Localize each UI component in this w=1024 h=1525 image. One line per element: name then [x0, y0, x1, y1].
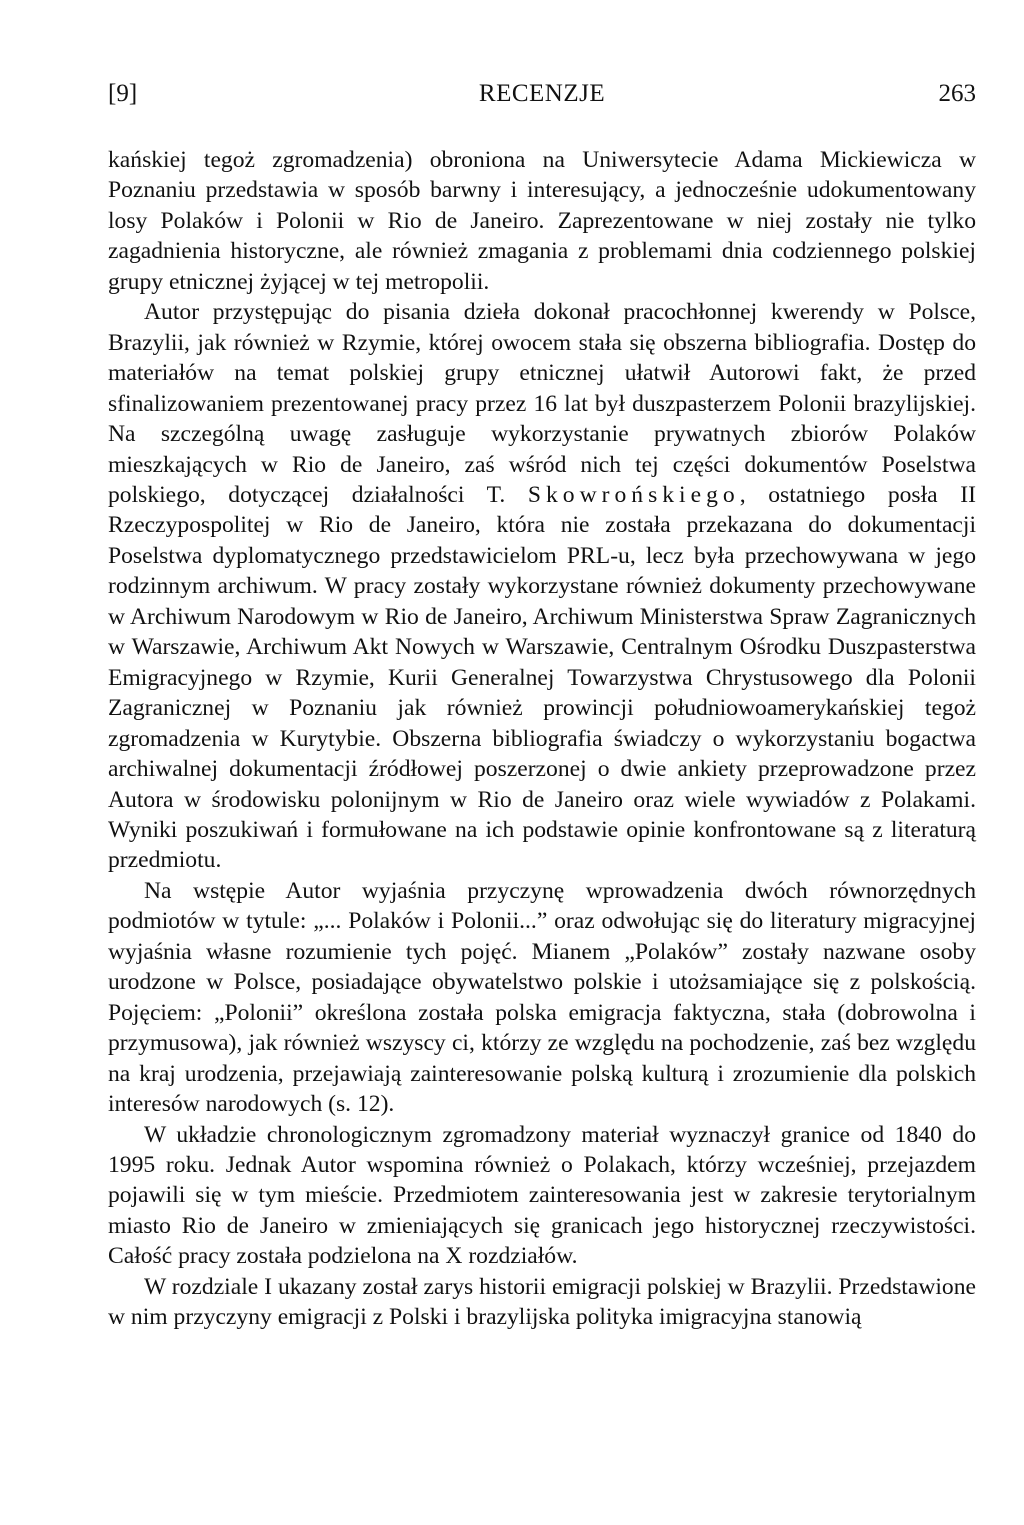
- running-title: RECENZJE: [478, 80, 606, 107]
- paragraph-5: W rozdziale I ukazany został zarys historii emigracji polskiej w Brazylii. Przedstawione w nim przyczyny emigracji z Polski i brazylijska polityka imigracyjna stanowią: [108, 1273, 976, 1331]
- paragraph-4: W układzie chronologicznym zgromadzony materiał wyznaczył granice od 1840 do 1995 roku. Jednak Autor wspomina również o Polakach, którzy wcześniej, przejazdem pojawili się w tym mieście. Przedmiotem zainteresowania jest w zakresie terytorialnym miasto Rio de Janeiro w zmieniających się granicach jego historycznej rzeczywistości. Całość pracy została podzielona na X rozdziałów.: [108, 1121, 976, 1270]
- running-header: [108, 76, 976, 112]
- body-text: [108, 145, 976, 1333]
- paragraph-1: kańskiej tegoż zgromadzenia) obroniona na Uniwersytecie Adama Mickiewicza w Poznaniu przedstawia w sposób barwny i interesujący, a jednocześnie udokumentowany losy Polaków i Polonii w Rio de Janeiro. Zaprezentowane w niej zostały nie tylko zagadnienia historyczne, ale również zmagania z problemami dnia codziennego polskiej grupy etnicznej żyjącej w tej metropolii.: [108, 147, 976, 295]
- person-name-spaced: Skowrońskiego: [527, 481, 740, 508]
- paragraph-2-part-2: , ostatniego posła II Rzeczypospolitej w Rio de Janeiro, która nie została przekazana do dokumentacji Poselstwa dyplomatycznego przedstawicielom PRL-u, lecz była przechowywana w jego rodzinnym archiwum. W pracy zostały wykorzystane również dokumenty przechowywane w Archiwum Narodowym w Rio de Janeiro, Archiwum Ministerstwa Spraw Zagranicznych w Warszawie, Archiwum Akt Nowych w Warszawie, Centralnym Ośrodku Duszpasterstwa Emigracyjnego w Rzymie, Kurii Generalnej Towarzystwa Chrystusowego dla Polonii Zagranicznej w Poznaniu jak również prowincji południowoamerykańskiej tegoż zgromadzenia w Kurytybie. Obszerna bibliografia świadczy o wykorzystaniu bogactwa archiwalnej dokumentacji źródłowej poszerzonej o dwie ankiety przeprowadzone przez Autora w środowisku polonijnym w Rio de Janeiro oraz wiele wywiadów z Polakami. Wyniki poszukiwań i formułowane na ich podstawie opinie konfrontowane są z literaturą przedmiotu.: [108, 481, 976, 874]
- page-number: 263: [938, 80, 976, 107]
- section-number: [9]: [108, 80, 138, 107]
- paragraph-2: [108, 297, 976, 876]
- paragraph-2-part-1: Autor przystępując do pisania dzieła dokonał pracochłonnej kwerendy w Polsce, Brazylii, jak również w Rzymie, której owocem stała się obszerna bibliografia. Dostęp do materiałów na temat polskiej grupy etnicznej ułatwił Autorowi fakt, że przed sfinalizowaniem prezentowanej pracy przez 16 lat był duszpasterzem Polonii brazylijskiej. Na szczególną uwagę zasługuje wykorzystanie prywatnych zbiorów Polaków mieszkających w Rio de Janeiro, zaś wśród nich tej części dokumentów Poselstwa polskiego, dotyczącej działalności T.: [108, 299, 976, 508]
- paragraph-3: Na wstępie Autor wyjaśnia przyczynę wprowadzenia dwóch równorzędnych podmiotów w tytule: „... Polaków i Polonii...” oraz odwołując się do literatury migracyjnej wyjaśnia własne rozumienie tych pojęć. Mianem „Polaków” zostały nazwane osoby urodzone w Polsce, posiadające obywatelstwo polskie i utożsamiające się z polskością. Pojęciem: „Polonii” określona została polska emigracja faktyczna, stała (dobrowolna i przymusowa), jak również wszyscy ci, którzy ze względu na pochodzenie, zaś bez względu na kraj urodzenia, przejawiają zainteresowanie polską kulturą i zrozumienie dla polskich interesów narodowych (s. 12).: [108, 877, 976, 1118]
